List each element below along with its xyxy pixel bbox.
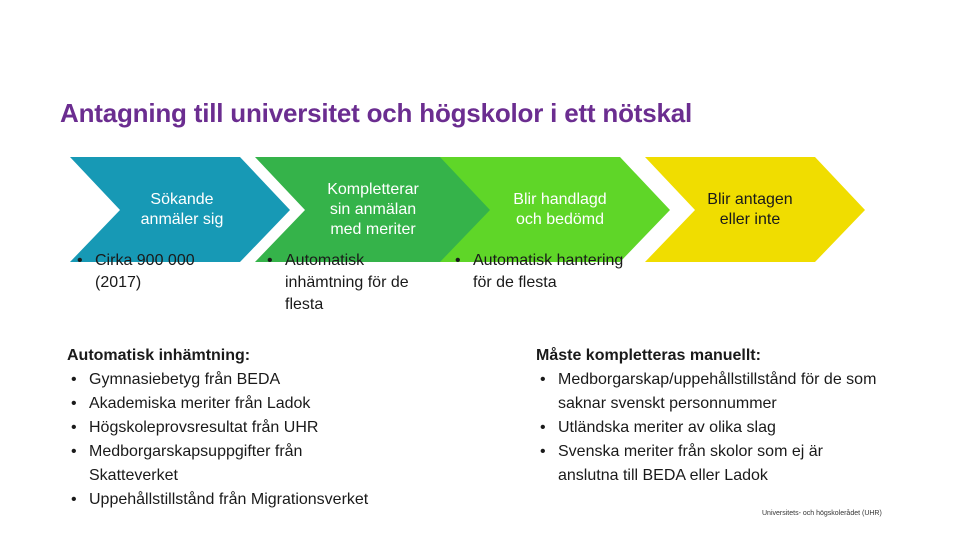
list-item: • Medborgarskapsuppgifter från Skatteverket — [67, 440, 329, 488]
step-1-notes — [73, 250, 228, 294]
manual-completion-list — [536, 368, 881, 488]
step-2-label: Kompletterar sin anmälan med meriter — [327, 180, 419, 238]
list-item: • Cirka 900 000 (2017) — [73, 250, 228, 294]
manual-completion-block — [536, 344, 881, 488]
list-item: • Gymnasiebetyg från BEDA — [67, 368, 437, 392]
list-item: • Högskoleprovsresultat från UHR — [67, 416, 437, 440]
page-title: Antagning till universitet och högskolor i ett nötskal — [60, 98, 693, 128]
automatic-retrieval-list — [67, 368, 437, 512]
footer-source: Universitets- och högskolerådet (UHR) — [762, 510, 882, 517]
step-1-label: Sökande anmäler sig — [140, 190, 224, 228]
list-item: • Automatisk hantering för de flesta — [451, 250, 626, 294]
automatic-retrieval-block — [67, 344, 437, 512]
list-item: • Utländska meriter av olika slag — [536, 416, 881, 440]
step-2-notes — [263, 250, 423, 316]
step-4-label: Blir antagen eller inte — [707, 190, 793, 228]
list-item: • Akademiska meriter från Ladok — [67, 392, 437, 416]
list-item: • Medborgarskap/uppehållstillstånd för de som saknar svenskt personnummer — [536, 368, 881, 416]
list-item: • Uppehållstillstånd från Migrationsverket — [67, 488, 437, 512]
step-3-notes — [451, 250, 626, 294]
automatic-retrieval-heading: Automatisk inhämtning: — [67, 347, 251, 364]
list-item: • Svenska meriter från skolor som ej är anslutna till BEDA eller Ladok — [536, 440, 868, 488]
manual-completion-heading: Måste kompletteras manuellt: — [536, 347, 761, 364]
step-3-label: Blir handlagd och bedömd — [513, 190, 607, 228]
list-item: • Automatisk inhämtning för de flesta — [263, 250, 423, 316]
